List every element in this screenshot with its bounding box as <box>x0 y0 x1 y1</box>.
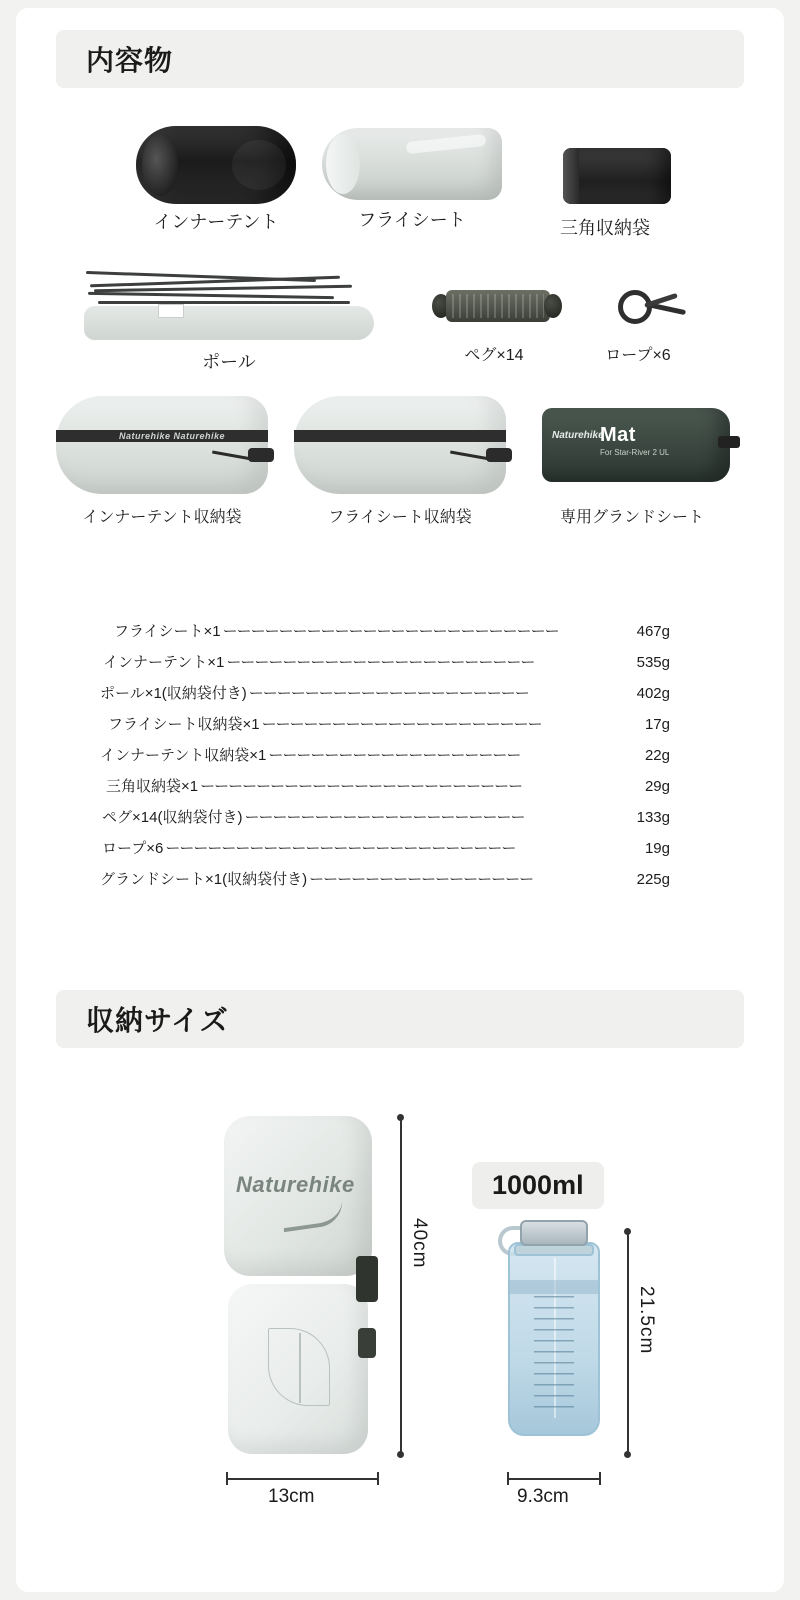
part-poles <box>84 270 374 374</box>
weight-value: 535g <box>636 654 670 671</box>
dim-tick <box>226 1472 228 1485</box>
part-ground-sheet <box>534 408 730 527</box>
weight-list <box>100 620 670 899</box>
weight-value: 467g <box>636 623 670 640</box>
product-detail-page <box>16 8 784 1592</box>
weight-label: ポール×1(収納袋付き) <box>100 685 247 702</box>
part-inner-tent <box>136 126 296 234</box>
part-ropes <box>586 286 690 365</box>
fly-sheet-image <box>322 128 502 200</box>
triangle-bag-image <box>563 148 671 204</box>
weight-label: ペグ×14(収納袋付き) <box>102 809 243 826</box>
weight-label: フライシート収納袋×1 <box>108 716 260 733</box>
part-label: フライシート収納袋 <box>328 509 472 526</box>
weight-row <box>100 806 670 837</box>
weight-value: 29g <box>644 778 670 795</box>
part-label: フライシート <box>358 210 466 230</box>
weight-row <box>100 744 670 775</box>
part-label: ロープ×6 <box>605 347 671 364</box>
bundle-brand-text: Naturehike <box>236 1172 355 1197</box>
part-pegs <box>426 284 562 365</box>
storage-size-figure <box>56 1068 744 1528</box>
bundle-width-line <box>228 1478 378 1480</box>
weight-label: グランドシート×1(収納袋付き) <box>100 871 308 888</box>
weight-leader: ーーーーーーーーーーーーーーーーーーーーーーー <box>200 778 523 795</box>
weight-label: ロープ×6 <box>102 840 164 857</box>
weight-row <box>100 620 670 651</box>
weight-row <box>100 713 670 744</box>
size-section-title: 収納サイズ <box>86 1005 229 1036</box>
mat-subtitle-text: For Star-River 2 UL <box>600 448 670 457</box>
weight-label: インナーテント×1 <box>103 654 225 671</box>
part-label: 三角収納袋 <box>560 218 650 238</box>
weight-value: 133g <box>636 809 670 826</box>
part-label: ペグ×14 <box>464 347 524 364</box>
weight-leader: ーーーーーーーーーーーーーーーーーーーー <box>248 685 529 702</box>
contents-section-title: 内容物 <box>86 45 174 76</box>
weight-label: フライシート×1 <box>114 623 221 640</box>
water-bottle-image <box>508 1218 600 1436</box>
part-label: インナーテント <box>153 212 279 232</box>
part-fly-sheet-sack <box>294 396 506 527</box>
part-label: ポール <box>202 352 256 372</box>
part-inner-tent-sack <box>56 396 268 527</box>
inner-tent-image <box>136 126 296 204</box>
packed-bundle-image <box>224 1116 372 1456</box>
bottle-volume-callout: 1000ml <box>472 1162 604 1209</box>
weight-leader: ーーーーーーーーーーーーーーーーーーーーーーーー <box>222 623 559 640</box>
weight-leader: ーーーーーーーーーーーーーーーーーーーー <box>244 809 525 826</box>
weight-value: 402g <box>636 685 670 702</box>
weight-label: インナーテント収納袋×1 <box>100 747 267 764</box>
mat-brand-text: Naturehike <box>552 430 604 441</box>
part-label: 専用グランドシート <box>559 509 704 526</box>
pegs-image <box>432 284 562 330</box>
weight-value: 17g <box>644 716 670 733</box>
dim-tick <box>377 1472 379 1485</box>
weight-leader: ーーーーーーーーーーーーーーーーーーーー <box>261 716 542 733</box>
weight-row <box>100 868 670 899</box>
weight-value: 19g <box>644 840 670 857</box>
bundle-height-label: 40cm <box>409 1218 430 1269</box>
dim-tick <box>507 1472 509 1485</box>
part-fly-sheet <box>322 128 502 232</box>
ground-sheet-image <box>542 408 730 482</box>
contents-section-header <box>56 30 744 88</box>
bundle-width-label: 13cm <box>268 1486 315 1507</box>
sack-brand-text: Naturehike Naturehike <box>118 431 226 441</box>
dim-tick <box>599 1472 601 1485</box>
dim-dot <box>624 1451 631 1458</box>
weight-row <box>100 682 670 713</box>
dim-dot <box>397 1451 404 1458</box>
part-label: インナーテント収納袋 <box>82 509 242 526</box>
weight-leader: ーーーーーーーーーーーーーーーーーーーーーー <box>226 654 535 671</box>
weight-value: 225g <box>636 871 670 888</box>
weight-row <box>100 837 670 868</box>
fly-sheet-sack-image <box>294 396 506 494</box>
weight-leader: ーーーーーーーーーーーーーーーーーー <box>268 747 521 764</box>
weight-row <box>100 775 670 806</box>
parts-gallery <box>56 126 744 538</box>
weight-value: 22g <box>644 747 670 764</box>
rope-image <box>600 286 690 328</box>
bottle-width-label: 9.3cm <box>517 1486 569 1507</box>
mat-title-text: Mat <box>600 424 636 446</box>
weight-row <box>100 651 670 682</box>
parts-row-3 <box>56 390 744 538</box>
size-section-header <box>56 990 744 1048</box>
weight-leader: ーーーーーーーーーーーーーーーーーーーーーーーーー <box>165 840 516 857</box>
bottle-width-line <box>508 1478 600 1480</box>
inner-tent-sack-image <box>56 396 268 494</box>
weight-label: 三角収納袋×1 <box>106 778 199 795</box>
bottle-height-label: 21.5cm <box>636 1286 657 1355</box>
poles-image <box>84 270 374 340</box>
parts-row-2 <box>56 262 744 390</box>
bottle-height-line <box>627 1232 629 1454</box>
part-triangle-bag <box>539 148 671 240</box>
parts-row-1 <box>56 126 744 262</box>
weight-leader: ーーーーーーーーーーーーーーーー <box>309 871 534 888</box>
bundle-height-line <box>400 1118 402 1454</box>
